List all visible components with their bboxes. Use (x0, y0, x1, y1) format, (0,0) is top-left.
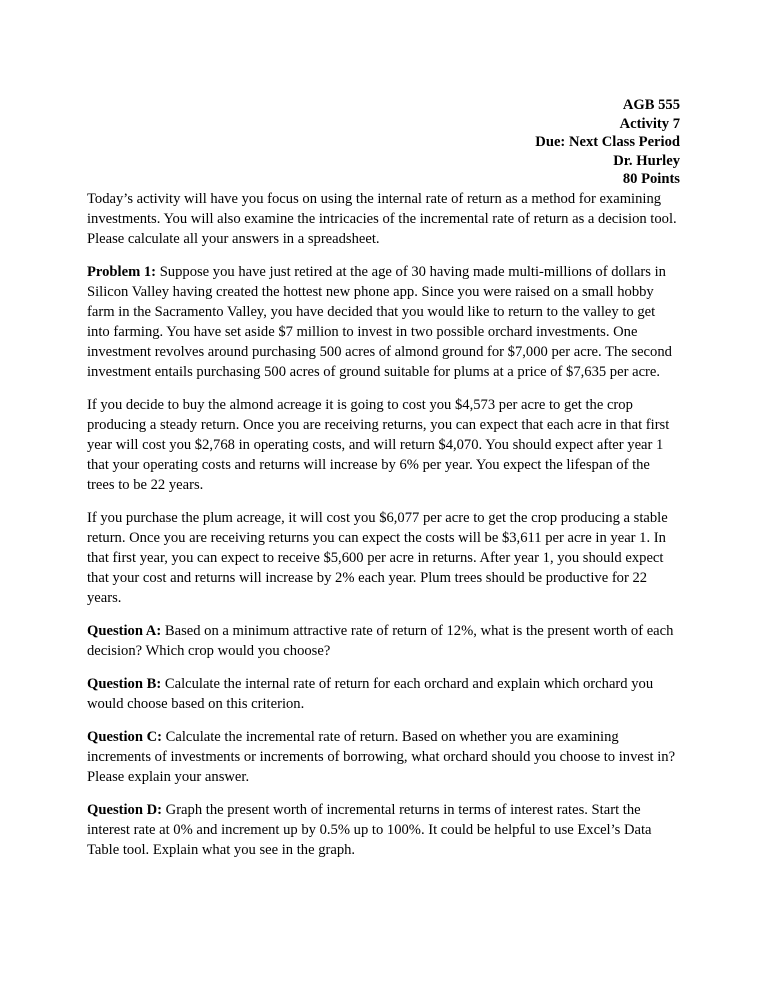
question-d-text: Graph the present worth of incremental returns in terms of interest rates. Start the interest rate at 0% and increment up by 0.5% up to 100%. It could be helpful to use Excel’s Data Table tool. Explain what you see in the graph. (87, 801, 652, 858)
course-code: AGB 555 (622, 97, 680, 113)
problem-1-paragraph (87, 262, 680, 382)
point-value: 80 Points (622, 171, 680, 187)
question-d-label: Question D: (87, 801, 162, 818)
question-a (87, 621, 680, 661)
question-b (87, 674, 680, 714)
due-date: Due: Next Class Period (535, 134, 680, 150)
question-c (87, 727, 680, 787)
question-b-label: Question B: (87, 675, 162, 692)
question-c-text: Calculate the incremental rate of return. Based on whether you are examining increments of investments or increments of borrowing, what orchard should you choose to invest in? Please explain your answer. (87, 728, 676, 785)
instructor-name: Dr. Hurley (613, 152, 680, 169)
question-b-text: Calculate the internal rate of return for each orchard and explain which orchard you would choose based on this criterion. (87, 675, 654, 712)
question-a-label: Question A: (87, 622, 162, 639)
plum-paragraph: If you purchase the plum acreage, it will cost you $6,077 per acre to get the crop producing a stable return. Once you are receiving returns you can expect the costs will be $3,611 per acre in year 1. In that first year, you can expect to receive $5,600 per acre in returns. After year 1, you should expect that your cost and returns will increase by 2% each year. Plum trees should be productive for 22 years. (87, 509, 668, 606)
question-a-text: Based on a minimum attractive rate of return of 12%, what is the present worth of each decision? Which crop would you choose? (87, 622, 674, 659)
question-c-label: Question C: (87, 728, 162, 745)
question-d (87, 800, 680, 860)
almond-paragraph: If you decide to buy the almond acreage it is going to cost you $4,573 per acre to get the crop producing a steady return. Once you are receiving returns, you can expect that each acre in that first year will cost you $2,768 in operating costs, and will return $4,070. You should expect after year 1 that your operating costs and returns will increase by 6% per year. You expect the lifespan of the trees to be 22 years. (87, 396, 670, 493)
activity-number: Activity 7 (619, 115, 680, 132)
intro-paragraph: Today’s activity will have you focus on using the internal rate of return as a method for examining investments. You will also examine the intricacies of the incremental rate of return as a decision tool. Please calculate all your answers in a spreadsheet. (87, 190, 677, 247)
assignment-header (87, 96, 680, 189)
problem-1-label: Problem 1: (87, 263, 157, 280)
problem-1-text: Suppose you have just retired at the age of 30 having made multi-millions of dollars in Silicon Valley having created the hottest new phone app. Since you were raised on a small hobby farm in the Sacramento Valley, you have decided that you would like to return to the valley to get into farming. You have set aside $7 million to invest in two possible orchard investments. One investment revolves around purchasing 500 acres of almond ground for $7,000 per acre. The second investment entails purchasing 500 acres of ground suitable for plums at a price of $7,635 per acre. (87, 263, 672, 380)
